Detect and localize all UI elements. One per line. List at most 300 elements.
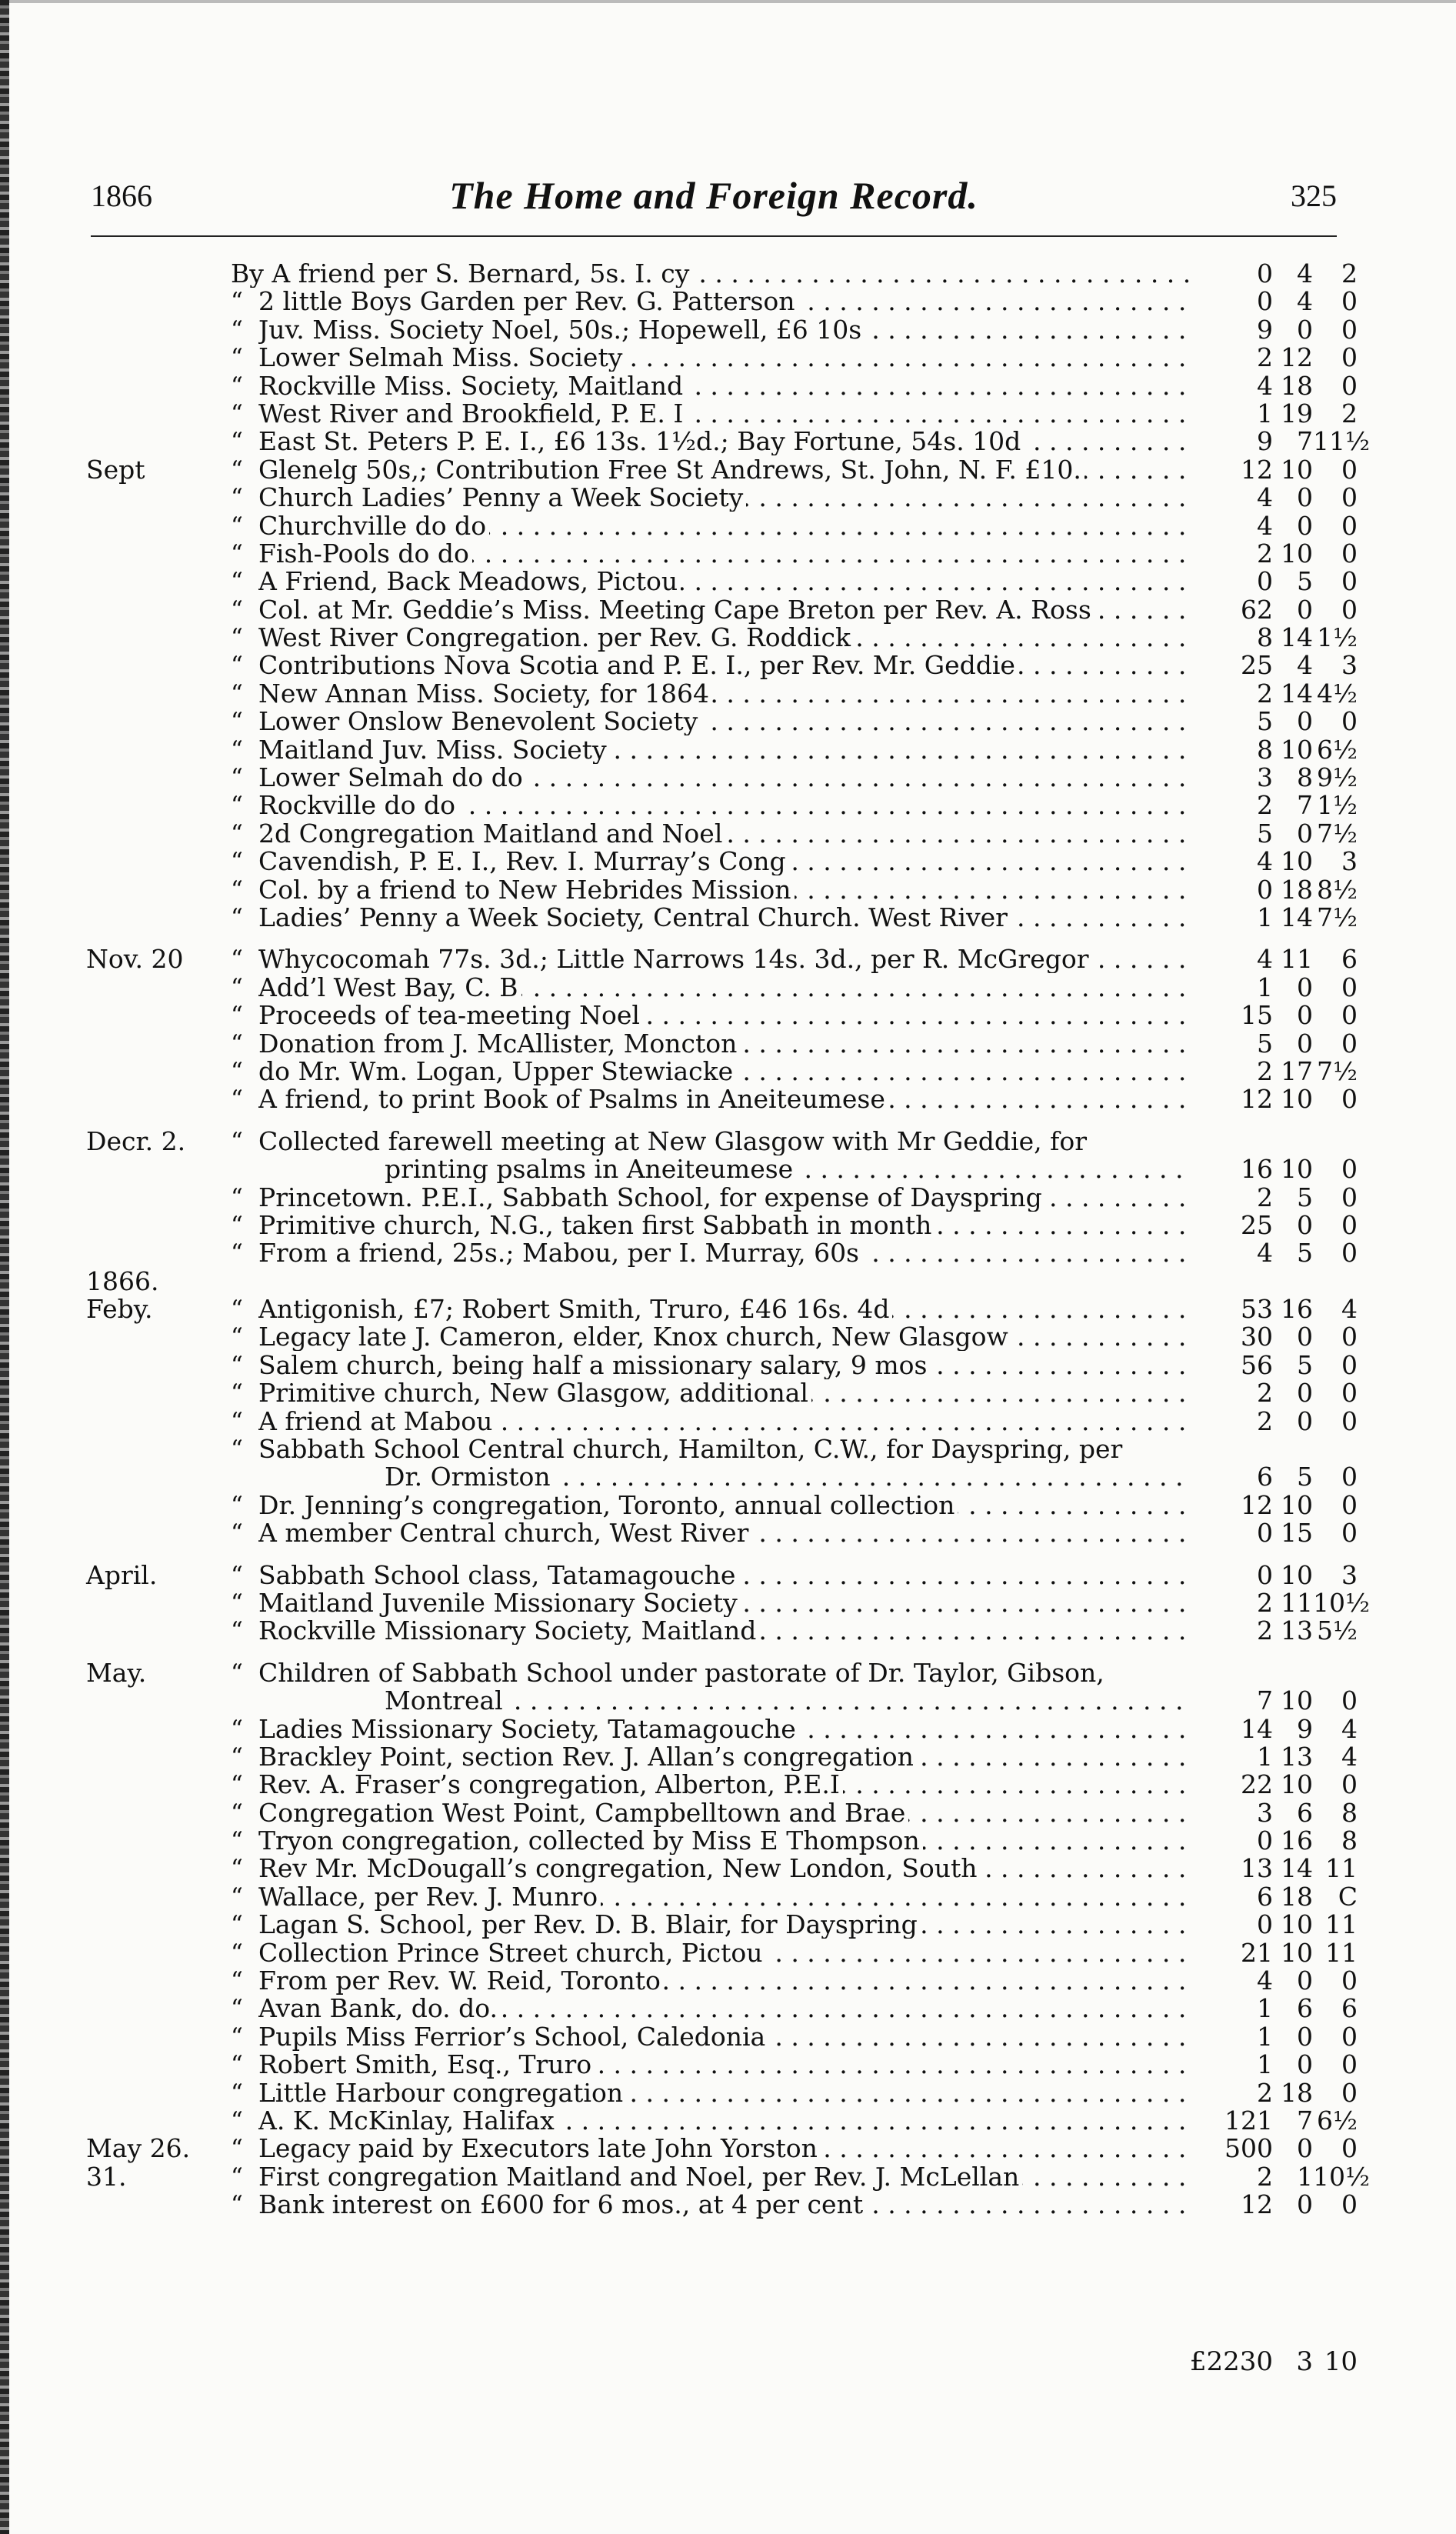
- amount-shillings: 5: [1297, 1182, 1313, 1212]
- ditto-mark: “: [231, 428, 243, 456]
- entry-row: [0, 2135, 1456, 2162]
- amount-shillings: 10: [1281, 1769, 1313, 1800]
- entry-description: [258, 904, 1194, 932]
- entry-description-text: Wallace, per Rev. J. Munro: [258, 1883, 601, 1911]
- amount-pounds: 2: [1257, 1615, 1273, 1646]
- amount-shillings: 10: [1281, 1909, 1313, 1940]
- amount-shillings: 4: [1297, 286, 1313, 317]
- entry-description-text: From a friend, 25s.; Mabou, per I. Murray, 60s: [258, 1239, 862, 1267]
- amount-pence: 4: [1341, 1294, 1358, 1325]
- ditto-mark: “: [231, 624, 243, 652]
- entry-row: [0, 1055, 1456, 1086]
- ditto-mark: “: [231, 1127, 243, 1155]
- amount-shillings: 0: [1297, 1209, 1313, 1240]
- amount-pence: 0: [1341, 482, 1358, 513]
- entry-row: [0, 512, 1456, 540]
- entry-description: [385, 1155, 1194, 1183]
- entry-row: [0, 1771, 1456, 1799]
- amount-pence: 4: [1341, 1741, 1358, 1772]
- amount-shillings: 18: [1281, 874, 1313, 905]
- entry-row: [0, 1715, 1456, 1743]
- amount-pence: 0: [1341, 1518, 1358, 1549]
- entry-description-text: A member Central church, West River: [258, 1519, 751, 1547]
- entry-date: 31.: [86, 2161, 127, 2192]
- entry-description-text: Montreal: [385, 1687, 506, 1715]
- entry-description-text: Rev. A. Fraser’s congregation, Alberton, P.E.I: [258, 1771, 843, 1799]
- ditto-mark: “: [231, 679, 243, 708]
- amount-shillings: 0: [1297, 2049, 1313, 2080]
- entry-description: [258, 1771, 1194, 1799]
- amount-pence: 10½: [1313, 1587, 1370, 1618]
- entry-description: [258, 974, 1194, 1002]
- entry-description-text: Fish-Pools do do: [258, 540, 472, 568]
- entry-description-text: East St. Peters P. E. I., £6 13s. 1½d.; Bay Fortune, 54s. 10d: [258, 428, 1024, 455]
- entry-description-text: Ladies Missionary Society, Tatamagouche: [258, 1715, 799, 1743]
- amount-pounds: 14: [1241, 1713, 1273, 1744]
- entry-row: [0, 736, 1456, 764]
- ditto-mark: “: [231, 1085, 243, 1114]
- entry-description-text: Proceeds of tea-meeting Noel: [258, 1002, 643, 1029]
- amount-shillings: 0: [1297, 706, 1313, 737]
- amount-shillings: 10: [1281, 454, 1313, 485]
- amount-pounds: 53: [1241, 1294, 1273, 1325]
- entry-row: [0, 1239, 1456, 1267]
- amount-shillings: 10: [1281, 1489, 1313, 1520]
- entry-description-text: Maitland Juvenile Missionary Society: [258, 1589, 741, 1617]
- entry-description: [258, 344, 1194, 372]
- entry-description: [258, 1379, 1194, 1407]
- entry-date: Feby.: [86, 1294, 153, 1325]
- header-year: 1866: [91, 178, 152, 213]
- entry-row: [0, 1125, 1456, 1156]
- entry-description: [258, 1883, 1194, 1911]
- ditto-mark: “: [231, 315, 243, 344]
- amount-pence: 0: [1341, 1000, 1358, 1031]
- amount-pounds: 12: [1241, 2189, 1273, 2220]
- ditto-mark: “: [231, 1351, 243, 1379]
- amount-pence: 6½: [1317, 2106, 1358, 2136]
- amount-shillings: 0: [1297, 482, 1313, 513]
- amount-pence: 4½: [1317, 678, 1358, 709]
- amount-pence: 0: [1341, 1182, 1358, 1212]
- amount-pence: 11: [1325, 1909, 1358, 1940]
- amount-shillings: 0: [1297, 2133, 1313, 2164]
- entry-date: May.: [86, 1657, 147, 1688]
- amount-shillings: 14: [1281, 622, 1313, 653]
- ditto-mark: “: [231, 2051, 243, 2079]
- entry-row: [0, 2051, 1456, 2079]
- ditto-mark: “: [231, 1183, 243, 1212]
- amount-pounds: 0: [1257, 1559, 1273, 1590]
- amount-pence: 11: [1325, 1853, 1358, 1884]
- amount-shillings: 10: [1281, 1937, 1313, 1968]
- amount-pounds: 2: [1257, 1587, 1273, 1618]
- amount-shillings: 11: [1281, 1587, 1313, 1618]
- entry-date: Nov. 20: [86, 944, 184, 975]
- amount-pence: 0: [1341, 1084, 1358, 1115]
- entry-row: [0, 876, 1456, 904]
- amount-pounds: 2: [1257, 538, 1273, 568]
- entry-row: [0, 1827, 1456, 1855]
- amount-shillings: 5: [1297, 566, 1313, 597]
- running-header: [91, 173, 1337, 219]
- entry-row: [0, 1463, 1456, 1491]
- entry-description: [258, 736, 1194, 764]
- entry-description: [258, 2079, 1194, 2107]
- entry-description-text: Children of Sabbath School under pastorate of Dr. Taylor, Gibson,: [258, 1659, 1108, 1687]
- entry-description: [258, 1128, 1335, 1155]
- entry-description-text: Bank interest on £600 for 6 mos., at 4 per cent: [258, 2191, 866, 2219]
- ditto-mark: “: [231, 1029, 243, 1058]
- entry-date: Sept: [86, 454, 145, 485]
- entry-description-text: Col. at Mr. Geddie’s Miss. Meeting Cape Breton per Rev. A. Ross: [258, 596, 1094, 624]
- amount-shillings: 11: [1281, 944, 1313, 975]
- entry-description: [258, 1085, 1194, 1113]
- amount-pence: 0: [1341, 706, 1358, 737]
- amount-shillings: 14: [1281, 678, 1313, 709]
- amount-pounds: 5: [1257, 706, 1273, 737]
- amount-pence: C: [1338, 1881, 1358, 1912]
- amount-pounds: 16: [1241, 1154, 1273, 1185]
- ditto-mark: “: [231, 945, 243, 974]
- amount-pence: 6½: [1317, 734, 1358, 765]
- amount-pence: 0: [1341, 1028, 1358, 1059]
- amount-pence: 6: [1341, 944, 1358, 975]
- entry-description-text: A friend, to print Book of Psalms in Aneiteumese: [258, 1085, 888, 1113]
- ditto-mark: “: [231, 1995, 243, 2023]
- entry-description: [258, 652, 1194, 679]
- amount-pence: 0: [1341, 510, 1358, 541]
- amount-pounds: 2: [1257, 1182, 1273, 1212]
- entry-description-text: Rockville Missionary Society, Maitland: [258, 1617, 759, 1645]
- ditto-mark: “: [231, 903, 243, 932]
- ditto-mark: “: [231, 792, 243, 820]
- entry-description-text: Legacy paid by Executors late John Yorston: [258, 2135, 821, 2162]
- entry-description: [258, 1295, 1194, 1323]
- entry-description: [258, 2135, 1194, 2162]
- amount-pence: 0: [1341, 2077, 1358, 2108]
- ditto-mark: “: [231, 455, 243, 484]
- ditto-mark: “: [231, 848, 243, 876]
- entry-row: [0, 2163, 1456, 2191]
- amount-shillings: 10: [1281, 846, 1313, 877]
- amount-pounds: 8: [1257, 622, 1273, 653]
- entry-description-text: Tryon congregation, collected by Miss E Thompson: [258, 1827, 923, 1855]
- amount-pence: 0: [1341, 594, 1358, 625]
- entry-description-text: Lower Selmah Miss. Society: [258, 344, 625, 372]
- amount-pounds: 56: [1241, 1349, 1273, 1380]
- amount-pence: 3: [1341, 846, 1358, 877]
- amount-pounds: 1: [1257, 2049, 1273, 2080]
- amount-pounds: 4: [1257, 510, 1273, 541]
- amount-pence: 0: [1341, 972, 1358, 1002]
- amount-pounds: 2: [1257, 1405, 1273, 1436]
- entry-row: [0, 1085, 1456, 1113]
- entry-description-text: New Annan Miss. Society, for 1864: [258, 680, 712, 708]
- amount-pounds: 9: [1257, 314, 1273, 345]
- entry-description-text: Robert Smith, Esq., Truro: [258, 2051, 595, 2079]
- amount-pence: 4: [1341, 1713, 1358, 1744]
- amount-pence: 9½: [1317, 762, 1358, 793]
- amount-shillings: 0: [1297, 1966, 1313, 1996]
- entry-description-text: printing psalms in Aneiteumese: [385, 1155, 796, 1183]
- ditto-mark: “: [231, 1239, 243, 1268]
- amount-shillings: 18: [1281, 370, 1313, 401]
- entry-row: [0, 1489, 1456, 1520]
- ditto-mark: “: [231, 1967, 243, 1996]
- ditto-mark: “: [231, 1379, 243, 1408]
- entry-description-text: Sabbath School Central church, Hamilton, C.W., for Dayspring, per: [258, 1435, 1125, 1463]
- ditto-mark: “: [231, 1295, 243, 1324]
- amount-pence: 0: [1341, 1489, 1358, 1520]
- entry-description: [258, 1617, 1194, 1645]
- amount-pounds: 0: [1257, 286, 1273, 317]
- amount-shillings: 10: [1281, 1559, 1313, 1590]
- amount-shillings: 5: [1297, 1349, 1313, 1380]
- entry-description: [258, 2051, 1194, 2079]
- entry-row: [0, 1209, 1456, 1240]
- entry-row: [0, 1617, 1456, 1645]
- ditto-mark: “: [231, 512, 243, 540]
- amount-shillings: 8: [1297, 762, 1313, 793]
- ditto-mark: “: [231, 2191, 243, 2219]
- entry-row: [0, 1911, 1456, 1939]
- amount-pounds: 0: [1257, 1825, 1273, 1856]
- entry-description: [258, 792, 1194, 819]
- entry-description: [258, 1827, 1194, 1855]
- amount-pence: 0: [1341, 342, 1358, 373]
- amount-pounds: 22: [1241, 1769, 1273, 1800]
- ditto-mark: “: [231, 288, 243, 316]
- ditto-mark: “: [231, 1715, 243, 1743]
- entry-description: [258, 1743, 1194, 1771]
- amount-pounds: 2: [1257, 2077, 1273, 2108]
- ditto-mark: “: [231, 973, 243, 1002]
- entry-description-text: From per Rev. W. Reid, Toronto: [258, 1967, 664, 1995]
- amount-pence: 0: [1341, 1209, 1358, 1240]
- amount-pence: 2: [1341, 258, 1358, 288]
- entry-description-text: Primitive church, N.G., taken first Sabbath in month: [258, 1212, 935, 1239]
- entry-description-text: First congregation Maitland and Noel, per Rev. J. McLellan: [258, 2163, 1022, 2191]
- ditto-mark: “: [231, 1057, 243, 1085]
- entry-row: [0, 1967, 1456, 1995]
- entry-row: [0, 568, 1456, 595]
- entry-description: [258, 680, 1194, 708]
- entry-row: [0, 428, 1456, 455]
- amount-pounds: 2: [1257, 790, 1273, 821]
- entry-row: [0, 400, 1456, 428]
- entry-description: [258, 1939, 1194, 1967]
- entry-description: [258, 848, 1194, 875]
- entry-description-text: Church Ladies’ Penny a Week Society: [258, 484, 746, 512]
- ditto-mark: “: [231, 875, 243, 904]
- amount-pence: 11: [1325, 1937, 1358, 1968]
- ditto-mark: “: [231, 2079, 243, 2107]
- entry-row: [0, 1030, 1456, 1058]
- amount-shillings: 10: [1281, 1084, 1313, 1115]
- entry-date: May 26.: [86, 2133, 191, 2164]
- amount-shillings: 15: [1281, 1518, 1313, 1549]
- ditto-mark: “: [231, 708, 243, 736]
- entry-description: [258, 568, 1194, 595]
- amount-shillings: 7: [1297, 790, 1313, 821]
- entry-row: [0, 2107, 1456, 2135]
- entry-description-text: A Friend, Back Meadows, Pictou: [258, 568, 681, 595]
- amount-pounds: 1: [1257, 2021, 1273, 2052]
- amount-pence: 0: [1341, 1378, 1358, 1409]
- amount-shillings: 14: [1281, 1853, 1313, 1884]
- amount-pounds: 0: [1257, 566, 1273, 597]
- entry-description-text: Rockville Miss. Society, Maitland: [258, 372, 686, 400]
- entry-description: [258, 596, 1194, 624]
- entry-description-text: Collected farewell meeting at New Glasgow with Mr Geddie, for: [258, 1128, 1090, 1155]
- amount-pence: 3: [1341, 1559, 1358, 1590]
- entries-list: [0, 260, 1456, 2219]
- amount-pence: 0: [1341, 1769, 1358, 1800]
- ditto-mark: “: [231, 1799, 243, 1827]
- ditto-mark: “: [231, 1435, 243, 1464]
- entry-description: [258, 2023, 1194, 2051]
- amount-pence: 0: [1341, 1154, 1358, 1185]
- ditto-mark: “: [231, 1211, 243, 1239]
- amount-shillings: 18: [1281, 2077, 1313, 2108]
- ditto-mark: “: [231, 1323, 243, 1352]
- amount-pounds: 1: [1257, 902, 1273, 932]
- entry-description-text: A. K. McKinlay, Halifax: [258, 2107, 558, 2135]
- entry-row: [0, 1379, 1456, 1407]
- entry-description-text: Salem church, being half a missionary salary, 9 mos: [258, 1352, 930, 1379]
- entry-description: [258, 1002, 1194, 1029]
- amount-shillings: 14: [1281, 902, 1313, 932]
- entry-description: [258, 764, 1194, 792]
- entry-description: [258, 1323, 1194, 1351]
- entry-row: [0, 624, 1456, 652]
- amount-pence: 0: [1341, 286, 1358, 317]
- ditto-mark: “: [231, 2107, 243, 2135]
- entry-row: [0, 1799, 1456, 1827]
- entry-description: [258, 945, 1194, 973]
- entry-description: [231, 260, 1194, 288]
- entry-description: [258, 428, 1194, 455]
- amount-pence: 0: [1341, 2133, 1358, 2164]
- amount-pounds: 1: [1257, 1993, 1273, 2024]
- entry-row: [0, 1295, 1456, 1323]
- amount-shillings: 5: [1297, 1238, 1313, 1269]
- amount-pence: 0: [1341, 314, 1358, 345]
- ditto-mark: “: [231, 568, 243, 596]
- entry-description-text: Cavendish, P. E. I., Rev. I. Murray’s Cong: [258, 848, 789, 875]
- entry-description-text: Little Harbour congregation: [258, 2079, 626, 2107]
- amount-pounds: 12: [1241, 1489, 1273, 1520]
- entry-row: [0, 1659, 1456, 1687]
- amount-shillings: 6: [1297, 1993, 1313, 2024]
- amount-pence: 7½: [1317, 1055, 1358, 1086]
- entry-row: [0, 708, 1456, 735]
- ditto-mark: “: [231, 1855, 243, 1883]
- total-shillings: 3: [1296, 2346, 1313, 2377]
- entry-description-text: Lower Selmah do do: [258, 764, 526, 792]
- amount-shillings: 7: [1297, 426, 1313, 457]
- entry-row: [0, 1184, 1456, 1212]
- amount-pounds: 4: [1257, 846, 1273, 877]
- amount-pence: 11½: [1313, 426, 1370, 457]
- entry-description-text: Churchville do do: [258, 512, 489, 540]
- entry-description: [258, 2163, 1194, 2191]
- entry-date: 1866.: [86, 1265, 159, 1296]
- amount-pounds: 0: [1257, 1909, 1273, 1940]
- entry-row: [0, 484, 1456, 512]
- amount-pounds: 4: [1257, 370, 1273, 401]
- amount-shillings: 16: [1281, 1825, 1313, 1856]
- entry-description-text: Legacy late J. Cameron, elder, Knox church, New Glasgow: [258, 1323, 1011, 1351]
- entry-description: [258, 288, 1194, 315]
- entry-row: [0, 456, 1456, 484]
- ditto-mark: “: [231, 652, 243, 680]
- entry-description-text: Rockville do do: [258, 792, 458, 819]
- amount-shillings: 0: [1297, 594, 1313, 625]
- amount-pounds: 12: [1241, 454, 1273, 485]
- total-pounds: £2230: [1189, 2346, 1273, 2377]
- amount-pence: 8: [1341, 1825, 1358, 1856]
- entry-description: [258, 512, 1194, 540]
- ditto-mark: “: [231, 819, 243, 848]
- entry-row: [0, 1995, 1456, 2022]
- amount-pence: 8½: [1317, 874, 1358, 905]
- entry-description-text: Princetown. P.E.I., Sabbath School, for expense of Dayspring: [258, 1184, 1045, 1212]
- entry-description-text: Brackley Point, section Rev. J. Allan’s congregation: [258, 1743, 917, 1771]
- amount-pence: 0: [1341, 2049, 1358, 2080]
- entry-description: [258, 1030, 1194, 1058]
- entry-description-text: Col. by a friend to New Hebrides Mission: [258, 876, 795, 904]
- entry-description: [258, 624, 1194, 652]
- entry-row: [0, 1559, 1456, 1590]
- amount-pence: 0: [1341, 1238, 1358, 1269]
- entry-description: [258, 484, 1194, 512]
- entry-description-text: Contributions Nova Scotia and P. E. I., per Rev. Mr. Geddie: [258, 652, 1018, 679]
- entry-description: [258, 708, 1194, 735]
- entry-row: [0, 1743, 1456, 1771]
- amount-pounds: 9: [1257, 426, 1273, 457]
- amount-shillings: 10: [1281, 1154, 1313, 1185]
- amount-pounds: 25: [1241, 1209, 1273, 1240]
- amount-pence: 10½: [1313, 2161, 1370, 2192]
- amount-pence: 8: [1341, 1797, 1358, 1828]
- entry-row: [0, 260, 1456, 288]
- amount-pounds: 15: [1241, 1000, 1273, 1031]
- amount-shillings: 1: [1297, 2161, 1313, 2192]
- ditto-mark: “: [231, 484, 243, 512]
- entry-description-text: Lagan S. School, per Rev. D. B. Blair, for Dayspring: [258, 1911, 921, 1939]
- entry-description-text: Collection Prince Street church, Pictou: [258, 1939, 766, 1967]
- entry-description: [258, 1184, 1194, 1212]
- entry-row: [0, 904, 1456, 932]
- ditto-mark: “: [231, 2162, 243, 2191]
- ditto-mark: “: [231, 1939, 243, 1967]
- entry-description-text: 2d Congregation Maitland and Noel: [258, 820, 725, 848]
- amount-pounds: 12: [1241, 1084, 1273, 1115]
- amount-shillings: 0: [1297, 1378, 1313, 1409]
- amount-shillings: 5: [1297, 1462, 1313, 1492]
- ditto-mark: “: [231, 595, 243, 624]
- entry-description: [258, 820, 1194, 848]
- entry-row: [0, 1265, 1456, 1296]
- grand-total: [1115, 2346, 1361, 2377]
- entry-row: [0, 2191, 1456, 2219]
- ditto-mark: “: [231, 344, 243, 372]
- amount-pounds: 0: [1257, 258, 1273, 288]
- ditto-mark: “: [231, 1659, 243, 1687]
- ditto-mark: “: [231, 539, 243, 568]
